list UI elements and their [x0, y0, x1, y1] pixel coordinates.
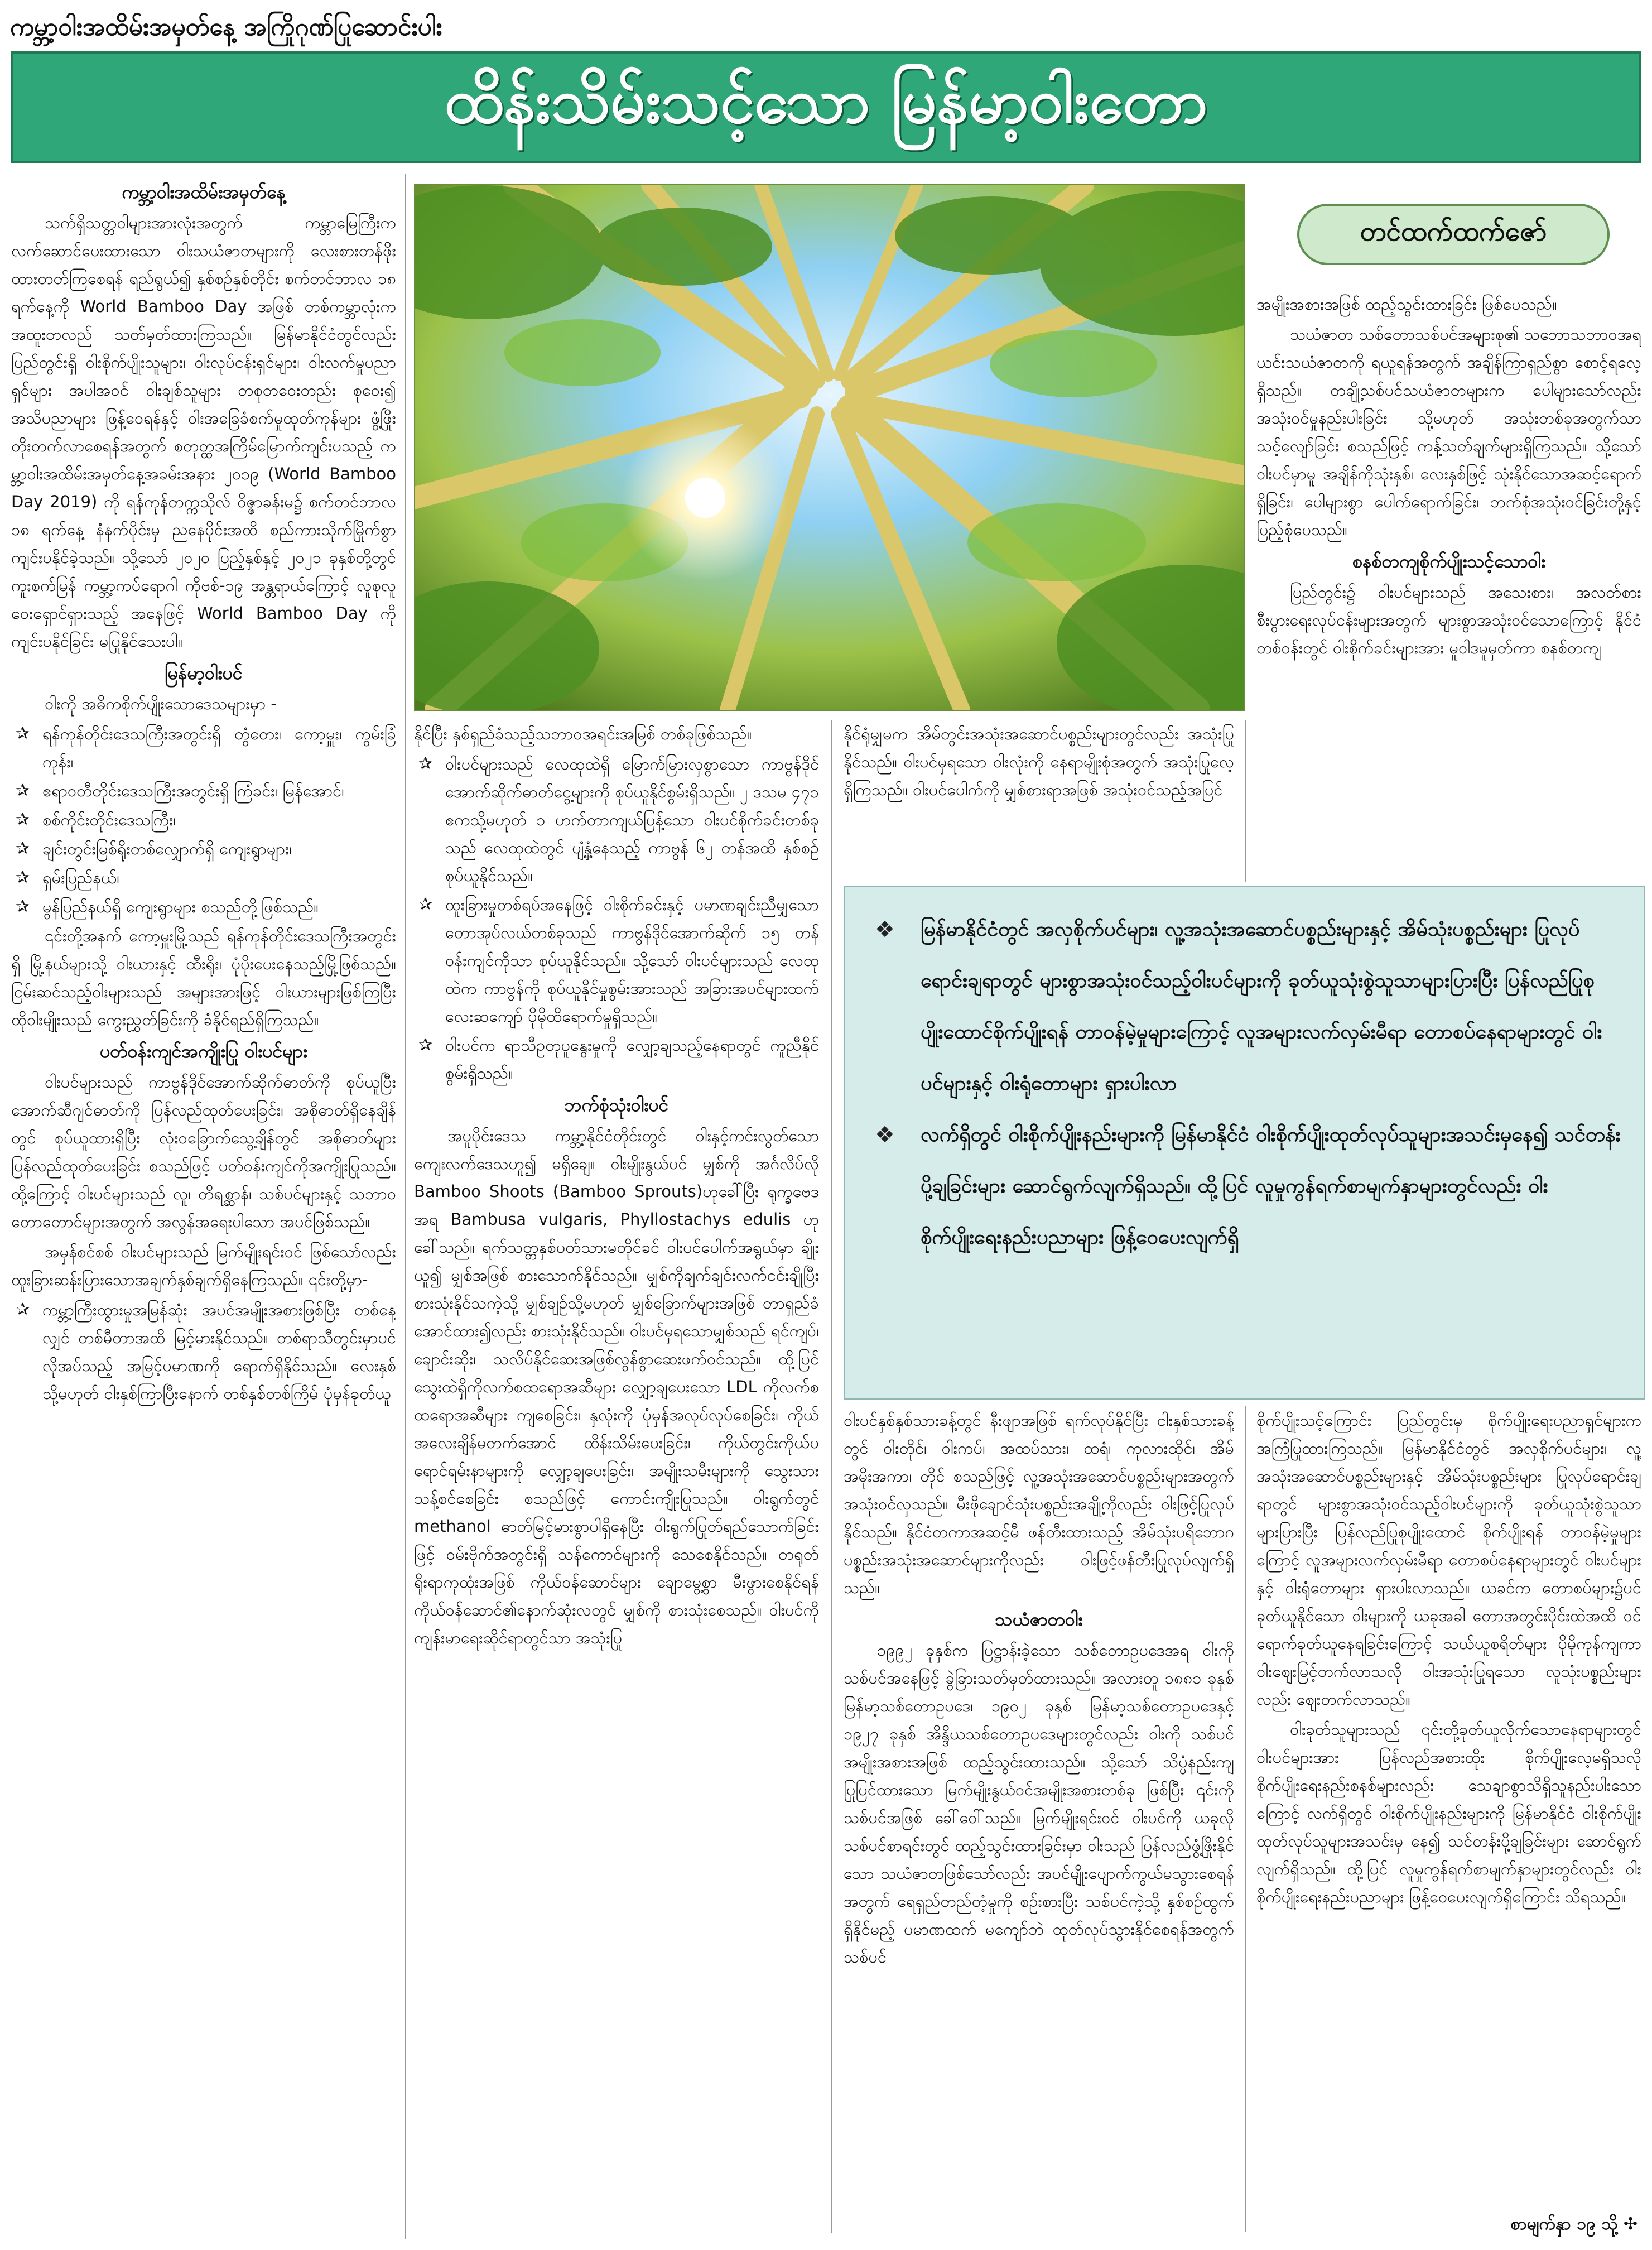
column-divider	[405, 174, 406, 2239]
diamond-bullet-icon: ❖	[875, 1122, 895, 1148]
list-item: ✰ ဝါးပင်များသည် လေထုထဲရှိ မြောက်မြားလှစွာသော ကာဗွန်ဒိုင်အောက်ဆိုက်ဓာတ်ငွေ့များကို စုပ်ယူနိုင်စွမ်းရှိသည်။ ၂ ဒသမ ၄၇၁ ဧကသို့မဟုတ် ၁ ဟက်တာကျယ်ပြန့်သော ဝါးပင်စိုက်ခင်းတစ်ခုသည် လေထုထဲတွင် ပျံ့နှံ့နေသည့် ကာဗွန် ၆၂ တန်အထိ နှစ်စဉ်စုပ်ယူနိုင်သည်။	[414, 750, 819, 890]
continued-on-page: စာမျက်နှာ ၁၉ သို့ ✣	[1510, 2214, 1637, 2234]
paragraph: ၎င်းတို့အနက် ကော့မှူးမြို့သည် ရန်ကုန်တိုင်းဒေသကြီးအတွင်းရှိ မြို့နယ်များသို့ ဝါးယားနှင့် ထီးရိုး၊ ပုံပိုးပေးနေသည့်မြို့ဖြစ်သည်။ ငြမ်းဆင်သည့်ဝါးများသည် အများအားဖြင့် ဝါးယားများဖြစ်ကြပြီး ထိုဝါးမျိုးသည် ကွေးညွှတ်ခြင်းကို ခံနိုင်ရည်ရှိကြသည်။	[11, 926, 396, 1029]
column-divider	[1245, 1406, 1246, 2232]
column-4-bottom	[1256, 1406, 1641, 2199]
paragraph: ဝါးပင်များသည် ကာဗွန်ဒိုင်အောက်ဆိုက်ဓာတ်ကို စုပ်ယူပြီး အောက်ဆီဂျင်ဓာတ်ကို ပြန်လည်ထုတ်ပေးခြင်း၊ အစိုဓာတ်ရှိနေချိန်တွင် စုပ်ယူထားရှိပြီး လုံးဝခြောက်သွေ့ချိန်တွင် အစိုဓာတ်များ ပြန်လည်ထုတ်ပေးခြင်း စသည်ဖြင့် ပတ်ဝန်းကျင်ကိုအကျိုးပြုသည်။ ထို့ကြောင့် ဝါးပင်များသည် လူ၊ တိရစ္ဆာန်၊ သစ်ပင်များနှင့် သဘာဝတောတောင်များအတွက် အလွန်အရေးပါသော အပင်ဖြစ်သည်။	[11, 1073, 396, 1231]
list-item: ✰ ကမ္ဘာ့ကြီးထွားမှုအမြန်ဆုံး အပင်အမျိုးအစားဖြစ်ပြီး တစ်နေ့လျှင် တစ်မီတာအထိ မြင့်မားနိုင်သည်။ တစ်ရာသီတွင်းမှာပင် လိုအပ်သည့် အမြင့်ပမာဏကို ရောက်ရှိနိုင်သည်။ လေးနှစ် သို့မဟုတ် ငါးနှစ်ကြာပြီးနောက် တစ်နှစ်တစ်ကြိမ် ပုံမှန်ခုတ်ယူ	[11, 1296, 396, 1407]
paragraph: ဝါးပင်နှစ်နှစ်သားခန့်တွင် နီးဖျာအဖြစ် ရက်လုပ်နိုင်ပြီး ငါးနှစ်သားခန့်တွင် ဝါးတိုင်၊ ဝါးကပ်၊ အထပ်သား၊ ထရံ၊ ကုလားထိုင်၊ အိမ်အမိုးအကာ၊ တိုင် စသည်ဖြင့် လူ့အသုံးအဆောင်ပစ္စည်းများအတွက် အသုံးဝင်လှသည်။ မီးဖိုချောင်သုံးပစ္စည်းအချို့ကိုလည်း ဝါးဖြင့်ပြုလုပ်နိုင်သည်။ နိုင်ငံတကာအဆင့်မီ ဖန်တီးထားသည့် အိမ်သုံးပရိဘောဂပစ္စည်းအသုံးအဆောင်များကိုလည်း ဝါးဖြင့်ဖန်တီးပြုလုပ်လျက်ရှိသည်။	[844, 1411, 1234, 1597]
list-item: ✰ ထူးခြားမှုတစ်ရပ်အနေဖြင့် ဝါးစိုက်ခင်းနှင့် ပမာဏချင်းညီမျှသော တောအုပ်လယ်တစ်ခုသည် ကာဗွန်ဒိုင်အောက်ဆိုက် ၁၅ တန်ဝန်းကျင်ကိုသာ စုပ်ယူနိုင်သည်။ သို့သော် ဝါးပင်များသည် လေထုထဲက ကာဗွန်ကို စုပ်ယူနိုင်မှုစွမ်းအားသည် အခြားအပင်များထက် လေးဆကျော် ပိုမိုထိရောက်မှုရှိသည်။	[414, 891, 819, 1030]
column-3-top	[844, 720, 1234, 882]
paragraph: အမှန်စင်စစ် ဝါးပင်များသည် မြက်မျိုးရင်းဝင် ဖြစ်သော်လည်း ထူးခြားဆန်းပြားသောအချက်နှစ်ချက်ရှိနေကြသည်။ ၎င်းတို့မှာ-	[11, 1242, 396, 1289]
column-2	[414, 720, 819, 2233]
section-heading-systematic: စနစ်တကျစိုက်ပျိုးသင့်သောဝါး	[1352, 551, 1545, 572]
paragraph: အမျိုးအစားအဖြစ် ထည့်သွင်းထားခြင်း ဖြစ်ပေသည်။	[1256, 295, 1557, 314]
star-bullet-icon: ✰	[16, 724, 30, 743]
star-bullet-icon: ✰	[418, 754, 433, 773]
paragraph: စိုက်ပျိုးသင့်ကြောင်း ပြည်တွင်းမှ စိုက်ပျိုးရေးပညာရှင်များက အကြံပြုထားကြသည်။ မြန်မာနိုင်ငံတွင် အလှစိုက်ပင်များ၊ လူ့အသုံးအဆောင်ပစ္စည်းများနှင့် အိမ်သုံးပစ္စည်းများ ပြုလုပ်ရောင်းချရာတွင် များစွာအသုံးဝင်သည့်ဝါးပင်များကို ခုတ်ယူသုံးစွဲသူသာများပြားပြီး ပြန်လည်ပြုစုပျိုးထောင် စိုက်ပျိုးရန် တာဝန်မဲ့မှုများကြောင့် လူအများလက်လှမ်းမီရာ တောစပ်နေရာများတွင် ဝါးပင်များနှင့် ဝါးရုံတောများ ရှားပါးလာသည်။ ယခင်က တောစပ်များ၌ပင် ခုတ်ယူနိုင်သော ဝါးများကို ယခုအခါ တောအတွင်းပိုင်းထဲအထိ ဝင်ရောက်ခုတ်ယူနေရခြင်းကြောင့် သယ်ယူစရိတ်များ ပိုမိုကုန်ကျကာ ဝါးဈေးမြင့်တက်လာသလို ဝါးအသုံးပြုရသော လူသုံးပစ္စည်းများလည်း ဈေးတက်လာသည်။	[1256, 1411, 1641, 1709]
article-kicker: ကမ္ဘာ့ဝါးအထိမ်းအမှတ်နေ့ အကြိုဂုဏ်ပြုဆောင်းပါး	[10, 13, 442, 41]
star-bullet-icon: ✰	[16, 781, 30, 800]
author-name: တင်ထက်ထက်ဇော်	[1360, 216, 1547, 247]
list-item: ✰ ရန်ကုန်တိုင်းဒေသကြီးအတွင်းရှိ တွံတေး၊ ကော့မှူး၊ ကွမ်းခြံကုန်း၊	[11, 720, 396, 776]
column-1	[11, 174, 396, 2233]
star-bullet-icon: ✰	[418, 1035, 433, 1055]
list-item: ✰ ဧရာဝတီတိုင်းဒေသကြီးအတွင်းရှိ ကြံခင်း၊ မြန်အောင်၊	[11, 777, 396, 805]
column-divider	[831, 720, 832, 2233]
paragraph: နိုင်ရုံမျှမက အိမ်တွင်းအသုံးအဆောင်ပစ္စည်းများတွင်လည်း အသုံးပြုနိုင်သည်။ ဝါးပင်မှရသော ဝါးလုံးကို နေရာမျိုးစုံအတွက် အသုံးပြုလေ့ရှိကြသည်။ ဝါးပင်ပေါက်ကို မျှစ်စားရာအဖြစ် အသုံးဝင်သည့်အပြင်	[844, 724, 1234, 799]
article-title: ထိန်းသိမ်းသင့်သော မြန်မာ့ဝါးတော	[444, 65, 1208, 137]
author-byline	[1297, 204, 1610, 265]
paragraph: သယံဇာတ သစ်တောသစ်ပင်အများစု၏ သဘောသဘာဝအရ ယင်းသယံဇာတကို ရယူရန်အတွက် အချိန်ကြာရှည်စွာ စောင့်ရလေ့ရှိသည်။ တချို့သစ်ပင်သယံဇာတများက ပေါများသော်လည်း အသုံးဝင်မှုနည်းပါးခြင်း သို့မဟုတ် အသုံးတစ်ခုအတွက်သာ သင့်လျော်ခြင်း စသည်ဖြင့် ကန့်သတ်ချက်များရှိကြသည်။ သို့သော် ဝါးပင်မှာမူ အချိန်ကိုသုံးနှစ်၊ လေးနှစ်ဖြင့် သုံးနိုင်သောအဆင့်ရောက်ရှိခြင်း၊ ပေါများစွာ ပေါက်ရောက်ခြင်း၊ ဘက်စုံအသုံးဝင်ခြင်းတို့နှင့် ပြည့်စုံပေသည်။	[1256, 325, 1641, 539]
column-divider	[1245, 720, 1246, 882]
fact-list	[11, 1296, 396, 1407]
column-3-bottom	[844, 1406, 1234, 2232]
star-bullet-icon: ✰	[418, 895, 433, 914]
paragraph: ပြည်တွင်း၌ ဝါးပင်များသည် အသေးစား၊ အလတ်စား စီးပွားရေးလုပ်ငန်းများအတွက် များစွာအသုံးဝင်သောကြောင့် နိုင်ငံတစ်ဝန်းတွင် ဝါးစိုက်ခင်းများအား မူဝါဒမူမှတ်ကာ စနစ်တကျ	[1256, 583, 1641, 657]
paragraph: အပူပိုင်းဒေသ ကမ္ဘာ့နိုင်ငံတိုင်းတွင် ဝါးနှင့်ကင်းလွတ်သောကျေးလက်ဒေသဟူ၍ မရှိချေ။ ဝါးမျိုးနွယ်ပင် မျှစ်ကို အင်္ဂလိပ်လို Bamboo Shoots (Bamboo Sprouts)ဟုခေါ်ပြီး ရုက္ခဗေဒအရ Bambusa vulgaris, Phyllostachys edulis ဟု ခေါ်သည်။ ရက်သတ္တနှစ်ပတ်သားမတိုင်ခင် ဝါးပင်ပေါက်အရွယ်မှာ ချိုးယူ၍ မျှစ်အဖြစ် စားသောက်နိုင်သည်။ မျှစ်ကိုချက်ချင်းလက်ငင်းချိုပြီး စားသုံးနိုင်သကဲ့သို့ မျှစ်ချဉ်သို့မဟုတ် မျှစ်ခြောက်များအဖြစ် တာရှည်ခံအောင်ထား၍လည်း စားသုံးနိုင်သည်။ ဝါးပင်မှရသောမျှစ်သည် ရင်ကျပ်၊ ချောင်းဆိုး၊ သလိပ်နိုင်ဆေးအဖြစ်လွန်စွာဆေးဖက်ဝင်သည်။ ထို့ပြင် သွေးထဲရှိကိုလက်စထရောအဆီများ လျှော့ချပေးသော LDL ကိုလက်စထရောအဆီများ ကျစေခြင်း၊ နှလုံးကို ပုံမှန်အလုပ်လုပ်စေခြင်း၊ ကိုယ်အလေးချိန်မတက်အောင် ထိန်းသိမ်းပေးခြင်း၊ ကိုယ်တွင်းကိုယ်ပ ရောင်ရမ်းနာများကို လျှော့ချပေးခြင်း၊ အမျိုးသမီးများကို သွေးသားသန့်စင်စေခြင်း စသည်ဖြင့် ကောင်းကျိုးပြုသည်။ ဝါးရွက်တွင် methanol ဓာတ်မြင့်မားစွာပါရှိနေပြီး ဝါးရွက်ပြုတ်ရည်သောက်ခြင်းဖြင့် ဝမ်းဗိုက်အတွင်းရှိ သန်ကောင်များကို သေစေနိုင်သည်။ တရုတ်ရိုးရာကုထုံးအဖြစ် ကိုယ်ဝန်ဆောင်များ ချောမွေ့စွာ မီးဖွားစေနိုင်ရန် ကိုယ်ဝန်ဆောင်၏နောက်ဆုံးလတွင် မျှစ်ကို စားသုံးစေသည်။ ဝါးပင်ကို ကျန်းမာရေးဆိုင်ရာတွင်သာ အသုံးပြု	[414, 1126, 819, 1647]
section-heading-world-bamboo-day: ကမ္ဘာ့ဝါးအထိမ်းအမှတ်နေ့	[122, 181, 286, 203]
star-bullet-icon: ✰	[16, 1300, 30, 1319]
title-banner	[11, 51, 1641, 163]
column-4-top	[1256, 290, 1641, 882]
paragraph: သက်ရှိသတ္တဝါများအားလုံးအတွက် ကမ္ဘာမြေကြီးက လက်ဆောင်ပေးထားသော ဝါးသယံဇာတများကို လေးစားတန်ဖိုးထားတတ်ကြစေရန် ရည်ရွယ်၍ နှစ်စဉ်နှစ်တိုင်း စက်တင်ဘာလ ၁၈ ရက်နေ့ကို World Bamboo Day အဖြစ် တစ်ကမ္ဘာလုံးက အထူးတလည် သတ်မှတ်ထားကြသည်။ မြန်မာနိုင်ငံတွင်လည်း ပြည်တွင်းရှိ ဝါးစိုက်ပျိုးသူများ၊ ဝါးလုပ်ငန်းရှင်များ၊ ဝါးလက်မှုပညာရှင်များ အပါအဝင် ဝါးချစ်သူများ တစုတဝေးတည်း စုဝေး၍ အသိပညာများ ဖြန့်ဝေရန်နှင့် ဝါးအခြေခံစက်မှုထုတ်ကုန်များ ဖွံ့ဖြိုးတိုးတက်လာစေရန်အတွက် စတုတ္ထအကြိမ်မြောက်ကျင်းပသည့် ကမ္ဘာ့ဝါးအထိမ်းအမှတ်နေ့အခမ်းအနား ၂၀၁၉ (World Bamboo Day 2019) ကို ရန်ကုန်တက္ကသိုလ် ဝိဇ္ဇာခန်းမ၌ စက်တင်ဘာလ ၁၈ ရက်နေ့ နံနက်ပိုင်းမှ ညနေပိုင်းအထိ စည်ကားသိုက်မြိုက်စွာ ကျင်းပနိုင်ခဲ့သည်။ သို့သော် ၂၀၂၀ ပြည့်နှစ်နှင့် ၂၀၂၁ ခုနှစ်တို့တွင် ကူးစက်မြန် ကမ္ဘာ့ကပ်ရောဂါ ကိုဗစ်-၁၉ အန္တရာယ်ကြောင့် လူစုလူဝေးရှောင်ရှားသည့် အနေဖြင့် World Bamboo Day ကို ကျင်းပနိုင်ခြင်း မပြုနိုင်သေးပါ။	[11, 213, 396, 651]
paragraph: ၁၉၉၂ ခုနှစ်က ပြဋ္ဌာန်းခဲ့သော သစ်တောဥပဒေအရ ဝါးကို သစ်ပင်အနေဖြင့် ခွဲခြားသတ်မှတ်ထားသည်။ အလားတူ ၁၈၈၁ ခုနှစ် မြန်မာ့သစ်တောဥပဒေ၊ ၁၉၀၂ ခုနှစ် မြန်မာ့သစ်တောဥပဒေနှင့် ၁၉၂၇ ခုနှစ် အိန္ဒိယသစ်တောဥပဒေများတွင်လည်း ဝါးကို သစ်ပင်အမျိုးအစားအဖြစ် ထည့်သွင်းထားသည်။ သို့သော် သိပ္ပံနည်းကျ ပြုပြင်ထားသော မြက်မျိုးနွယ်ဝင်အမျိုးအစားတစ်ခု ဖြစ်ပြီး ၎င်းကို သစ်ပင်အဖြစ် ခေါ်ဝေါ်သည်။ မြက်မျိုးရင်းဝင် ဝါးပင်ကို ယခုလိုသစ်ပင်စာရင်းတွင် ထည့်သွင်းထားခြင်းမှာ ဝါးသည် ပြန်လည်ဖွံ့ဖြိုးနိုင်သော သယံဇာတဖြစ်သော်လည်း အပင်မျိုးပျောက်ကွယ်မသွားစေရန်အတွက် ရေရှည်တည်တံ့မှုကို စဉ်းစားပြီး သစ်ပင်ကဲ့သို့ နှစ်စဉ်ထွက်ရှိနိုင်မည့် ပမာဏထက် မကျော်ဘဲ ထုတ်လုပ်သွားနိုင်စေရန်အတွက် သစ်ပင်	[844, 1641, 1234, 1967]
star-bullet-icon: ✰	[16, 897, 30, 916]
section-heading-environment: ပတ်ဝန်းကျင်အကျိုးပြု ဝါးပင်များ	[100, 1041, 307, 1062]
pull-quote-item: ❖ လက်ရှိတွင် ဝါးစိုက်ပျိုးနည်းများကို မြန်မာနိုင်ငံ ဝါးစိုက်ပျိုးထုတ်လုပ်သူများအသင်းမှနေ၍ သင်တန်းပို့ချခြင်းများ ဆောင်ရွက်လျက်ရှိသည်။ ထို့ပြင် လူမှုကွန်ရက်စာမျက်နှာများတွင်လည်း ဝါးစိုက်ပျိုးရေးနည်းပညာများ ဖြန့်ဝေပေးလျက်ရှိ	[867, 1109, 1621, 1263]
section-heading-myanmar-bamboo: မြန်မာ့ဝါးပင်	[165, 662, 243, 684]
paragraph: ဝါးခုတ်သူများသည် ၎င်းတို့ခုတ်ယူလိုက်သောနေရာများတွင် ဝါးပင်များအား ပြန်လည်အစားထိုး စိုက်ပျိုးလေ့မရှိသလို စိုက်ပျိုးရေးနည်းစနစ်များလည်း သေချာစွာသိရှိသူနည်းပါးသောကြောင့် လက်ရှိတွင် ဝါးစိုက်ပျိုးနည်းများကို မြန်မာနိုင်ငံ ဝါးစိုက်ပျိုးထုတ်လုပ်သူများအသင်းမှ နေ၍ သင်တန်းပို့ချခြင်းများ ဆောင်ရွက်လျက်ရှိသည်။ ထို့ပြင် လူမှုကွန်ရက်စာမျက်နှာများတွင်လည်း ဝါးစိုက်ပျိုးရေးနည်းပညာများ ဖြန့်ဝေပေးလျက်ရှိကြောင်း သိရသည်။	[1256, 1720, 1641, 1906]
list-item: ✰ မွန်ပြည်နယ်ရှိ ကျေးရွာများ စသည်တို့ဖြစ်သည်။	[11, 893, 396, 921]
paragraph: ဝါးကို အဓိကစိုက်ပျိုးသောဒေသများမှာ -	[45, 694, 277, 713]
region-list	[11, 720, 396, 921]
star-bullet-icon: ✰	[16, 810, 30, 829]
list-item: ✰ ရှမ်းပြည်နယ်၊	[11, 864, 396, 892]
pull-quote-item: ❖ မြန်မာနိုင်ငံတွင် အလှစိုက်ပင်များ၊ လူ့အသုံးအဆောင်ပစ္စည်းများနှင့် အိမ်သုံးပစ္စည်းများ ပြုလုပ်ရောင်းချရာတွင် များစွာအသုံးဝင်သည့်ဝါးပင်များကို ခုတ်ယူသုံးစွဲသူသာများပြားပြီး ပြန်လည်ပြုစုပျိုးထောင်စိုက်ပျိုးရန် တာဝန်မဲ့မှုများကြောင့် လူအများလက်လှမ်းမီရာ တောစပ်နေရာများတွင် ဝါးပင်များနှင့် ဝါးရုံတောများ ရှားပါးလာ	[867, 904, 1621, 1109]
section-heading-resource: သယံဇာတဝါး	[995, 1609, 1083, 1630]
section-heading-multipurpose: ဘက်စုံသုံးဝါးပင်	[564, 1094, 669, 1116]
bamboo-forest-photo	[414, 184, 1245, 711]
pull-quote-box	[844, 886, 1645, 1400]
diamond-bullet-icon: ❖	[875, 917, 895, 943]
star-bullet-icon: ✰	[16, 868, 30, 887]
star-bullet-icon: ✰	[16, 839, 30, 858]
benefit-list	[414, 750, 819, 1087]
paragraph: နိုင်ပြီး နှစ်ရှည်ခံသည့်သဘာဝအရင်းအမြစ် တစ်ခုဖြစ်သည်။	[414, 724, 752, 743]
list-item: ✰ ချင်းတွင်းမြစ်ရိုးတစ်လျှောက်ရှိ ကျေးရွာများ၊	[11, 835, 396, 863]
list-item: ✰ ဝါးပင်က ရာသီဥတုပူနွေးမှုကို လျှော့ချသည့်နေရာတွင် ကူညီနိုင်စွမ်းရှိသည်။	[414, 1031, 819, 1087]
list-item: ✰ စစ်ကိုင်းတိုင်းဒေသကြီး၊	[11, 806, 396, 834]
